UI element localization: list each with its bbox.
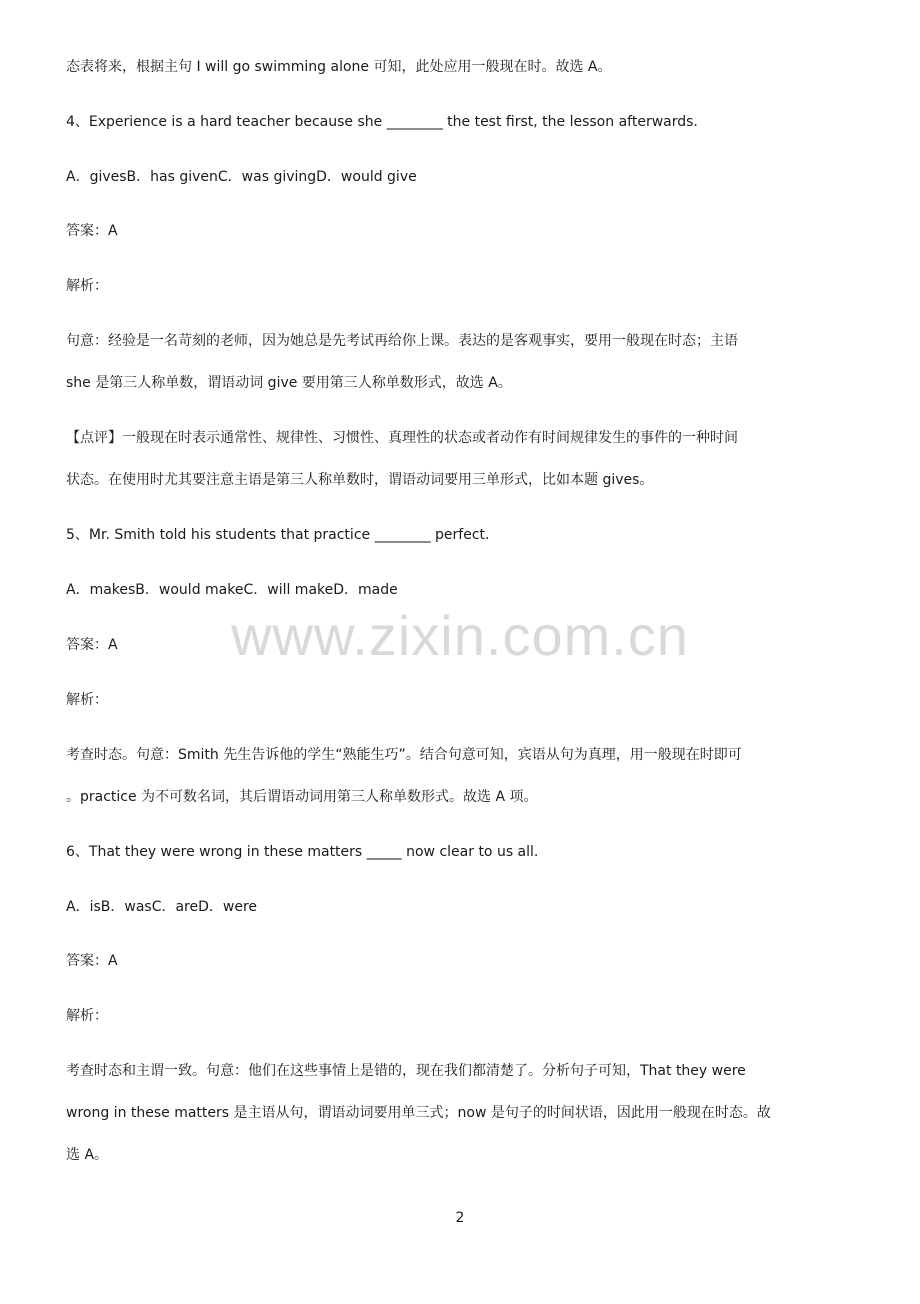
page-number: 2: [455, 1210, 465, 1226]
question-6-options: A．isB．wasC．areD．were: [66, 899, 258, 915]
question-5-analysis-line: 。practice 为不可数名词，其后谓语动词用第三人称单数形式。故选 A 项。: [66, 789, 538, 805]
question-4-comment-line: 状态。在使用时尤其要注意主语是第三人称单数时，谓语动词要用三单形式，比如本题 gives。: [66, 472, 654, 488]
question-6-analysis-line: wrong in these matters 是主语从句，谓语动词要用单三式；now 是句子的时间状语，因此用一般现在时态。故: [66, 1105, 771, 1121]
question-4-analysis-line: 句意：经验是一名苛刻的老师，因为她总是先考试再给你上课。表达的是客观事实，要用一般现在时态；主语: [66, 333, 738, 349]
question-4-analysis-label: 解析：: [66, 278, 108, 294]
question-6: 6、That they were wrong in these matters _____ now clear to us all.: [66, 844, 539, 860]
question-5-answer: 答案：A: [66, 637, 118, 653]
question-6-analysis-line: 选 A。: [66, 1147, 109, 1163]
question-5: 5、Mr. Smith told his students that practice ________ perfect.: [66, 527, 490, 543]
watermark: www.zixin.com.cn: [231, 604, 689, 667]
question-4: 4、Experience is a hard teacher because she ________ the test first, the lesson afterwards.: [66, 114, 698, 130]
question-6-analysis-line: 考查时态和主谓一致。句意：他们在这些事情上是错的，现在我们都清楚了。分析句子可知，That they were: [66, 1063, 746, 1079]
question-4-options: A．givesB．has givenC．was givingD．would give: [66, 169, 417, 185]
question-6-analysis-label: 解析：: [66, 1008, 108, 1024]
question-5-analysis-line: 考查时态。句意：Smith 先生告诉他的学生“熟能生巧”。结合句意可知，宾语从句为真理，用一般现在时即可: [66, 747, 742, 763]
text-line: 态表将来，根据主句 I will go swimming alone 可知，此处应用一般现在时。故选 A。: [66, 59, 612, 75]
question-6-answer: 答案：A: [66, 953, 118, 969]
question-4-analysis-line: she 是第三人称单数，谓语动词 give 要用第三人称单数形式，故选 A。: [66, 375, 512, 391]
question-5-options: A．makesB．would makeC．will makeD．made: [66, 582, 398, 598]
question-4-comment-line: 【点评】一般现在时表示通常性、规律性、习惯性、真理性的状态或者动作有时间规律发生的事件的一种时间: [66, 430, 738, 446]
question-4-answer: 答案：A: [66, 223, 118, 239]
question-5-analysis-label: 解析：: [66, 692, 108, 708]
